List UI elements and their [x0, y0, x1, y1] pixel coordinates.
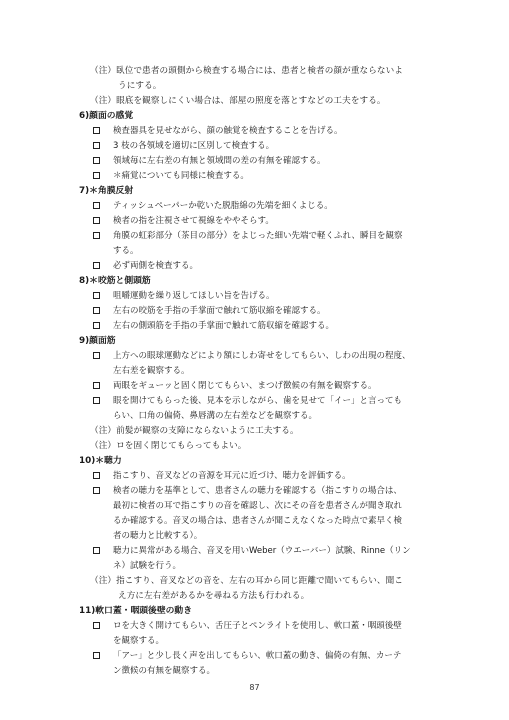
checkbox-icon	[93, 202, 100, 209]
item-line: らい、口角の偏倚、鼻唇溝の左右差などを観察する。	[113, 411, 318, 421]
checkbox-icon	[93, 322, 100, 329]
checkbox-icon	[93, 382, 100, 389]
note	[90, 424, 440, 439]
checklist-item	[93, 199, 443, 214]
item-line: ン徴候の有無を観察する。	[113, 666, 216, 676]
checkbox-icon	[93, 217, 100, 224]
checkbox-icon	[93, 232, 100, 239]
section-heading: 10)＊聴力	[79, 456, 122, 466]
item-line: を観察する。	[113, 636, 165, 646]
item-line: 角膜の虹彩部分（茶目の部分）をよじった細い先端で軽くふれ、瞬目を観察	[113, 231, 403, 241]
checkbox-icon	[93, 127, 100, 134]
checkbox-icon	[93, 292, 100, 299]
section-heading: 9)顔面筋	[79, 336, 116, 346]
note	[90, 574, 440, 604]
checkbox-icon	[93, 487, 100, 494]
note-line: （注）指こすり、音叉などの音を、左右の耳から同じ距離で聞いてもらい、聞こ	[90, 576, 403, 586]
checklist-item	[93, 289, 443, 304]
item-line: 両眼をギューッと固く閉じてもらい、まつげ徴候の有無を観察する。	[113, 381, 377, 391]
checklist-item	[93, 124, 443, 139]
item-line: 検者の聴力を基準として、患者さんの聴力を確認する（指こすりの場合は、	[113, 486, 402, 496]
checklist-item	[93, 469, 443, 484]
page-number: 87	[249, 683, 260, 692]
checklist-item	[93, 229, 443, 259]
checkbox-icon	[93, 307, 100, 314]
checkbox-icon	[93, 472, 100, 479]
item-line: 必ず両側を検査する。	[113, 261, 199, 271]
note-0	[90, 64, 440, 94]
item-line: ロを大きく開けてもらい、舌圧子とペンライトを使用し、軟口蓋・咽頭後壁	[113, 621, 402, 631]
checklist-item	[93, 649, 443, 679]
item-line: 検査器具を見せながら、顔の触覚を検査することを告げる。	[113, 126, 343, 136]
note-line: （注）前髪が観察の支障にならないように工夫する。	[90, 426, 299, 436]
checkbox-icon	[93, 622, 100, 629]
section-heading: 8)＊咬筋と側頭筋	[79, 276, 151, 286]
checklist-item	[93, 259, 443, 274]
item-line: 聴力に異常がある場合、音叉を用いWeber（ウエーバー）試験、Rinne（リン	[113, 546, 411, 556]
note	[90, 439, 440, 454]
checklist-item	[93, 379, 443, 394]
item-line: する。	[113, 246, 139, 256]
checklist-item	[93, 544, 443, 574]
item-line: 「アー」と少し長く声を出してもらい、軟口蓋の動き、偏倚の有無、カーテ	[113, 651, 402, 661]
checklist-item	[93, 139, 443, 154]
checklist-item	[93, 169, 443, 184]
item-line: 指こすり、音叉などの音源を耳元に近づけ、聴力を評価する。	[113, 471, 351, 481]
item-line: 領域毎に左右差の有無と領域間の差の有無を確認する。	[113, 156, 326, 166]
note-line: （注）眼底を観察しにくい場合は、部屋の照度を落とすなどの工夫をする。	[90, 96, 386, 106]
item-line: 左右差を観察する。	[113, 366, 190, 376]
checkbox-icon	[93, 142, 100, 149]
checklist-item	[93, 214, 443, 229]
checkbox-icon	[93, 352, 100, 359]
note-line: （注）ロを固く閉じてもらってもよい。	[90, 441, 247, 451]
note-line: うにする。	[118, 81, 162, 91]
checkbox-icon	[93, 262, 100, 269]
checklist-item	[93, 484, 443, 544]
checkbox-icon	[93, 397, 100, 404]
item-line: ティッシュペーパーか乾いた脱脂綿の先端を細くよじる。	[113, 201, 333, 211]
item-line: ネ）試験を行う。	[113, 561, 182, 571]
item-line: 左右の咬筋を手指の手掌面で触れて筋収縮を確認する。	[113, 306, 326, 316]
checkbox-icon	[93, 157, 100, 164]
section-heading: 11)軟口蓋・咽頭後壁の動き	[79, 606, 193, 616]
item-line: るか確認する。音叉の場合は、患者さんが聞こえなくなった時点で素早く検	[113, 516, 403, 526]
item-line: 咀嚼運動を繰り返してほしい旨を告げる。	[113, 291, 275, 301]
checklist-item	[93, 394, 443, 424]
checklist-item	[93, 619, 443, 649]
checkbox-icon	[93, 547, 100, 554]
checklist-item	[93, 349, 443, 379]
checklist-item	[93, 154, 443, 169]
section-heading: 6)顔面の感覚	[79, 111, 134, 121]
section-heading: 7)＊角膜反射	[79, 186, 134, 196]
checkbox-icon	[93, 652, 100, 659]
note-line: え方に左右差があるかを尋ねる方法も行われる。	[118, 591, 310, 601]
item-line: 者の聴力と比較する）。	[113, 531, 203, 541]
item-line: ＊痛覚についても同様に検査する。	[113, 171, 249, 181]
item-line: 左右の側頭筋を手指の手掌面で触れて筋収縮を確認する。	[113, 321, 335, 331]
item-line: 眼を開けてもらった後、見本を示しながら、歯を見せて「イー」と言っても	[113, 396, 403, 406]
item-line: 上方への眼球運動などにより額にしわ寄せをしてもらい、しわの出現の程度、	[113, 351, 411, 361]
checklist-item	[93, 319, 443, 334]
item-line: 検者の指を注視させて視線をややそらす。	[113, 216, 274, 226]
note-1	[90, 94, 440, 109]
checklist-item	[93, 304, 443, 319]
note-line: （注）臥位で患者の頭側から検査する場合には、患者と検者の顔が重ならないよ	[90, 66, 403, 76]
item-line: 3 枝の各領域を適切に区別して検査する。	[113, 141, 275, 151]
item-line: 最初に検者の耳で指こすりの音を確認し、次にその音を患者さんが聞き取れ	[113, 501, 403, 511]
checkbox-icon	[93, 172, 100, 179]
